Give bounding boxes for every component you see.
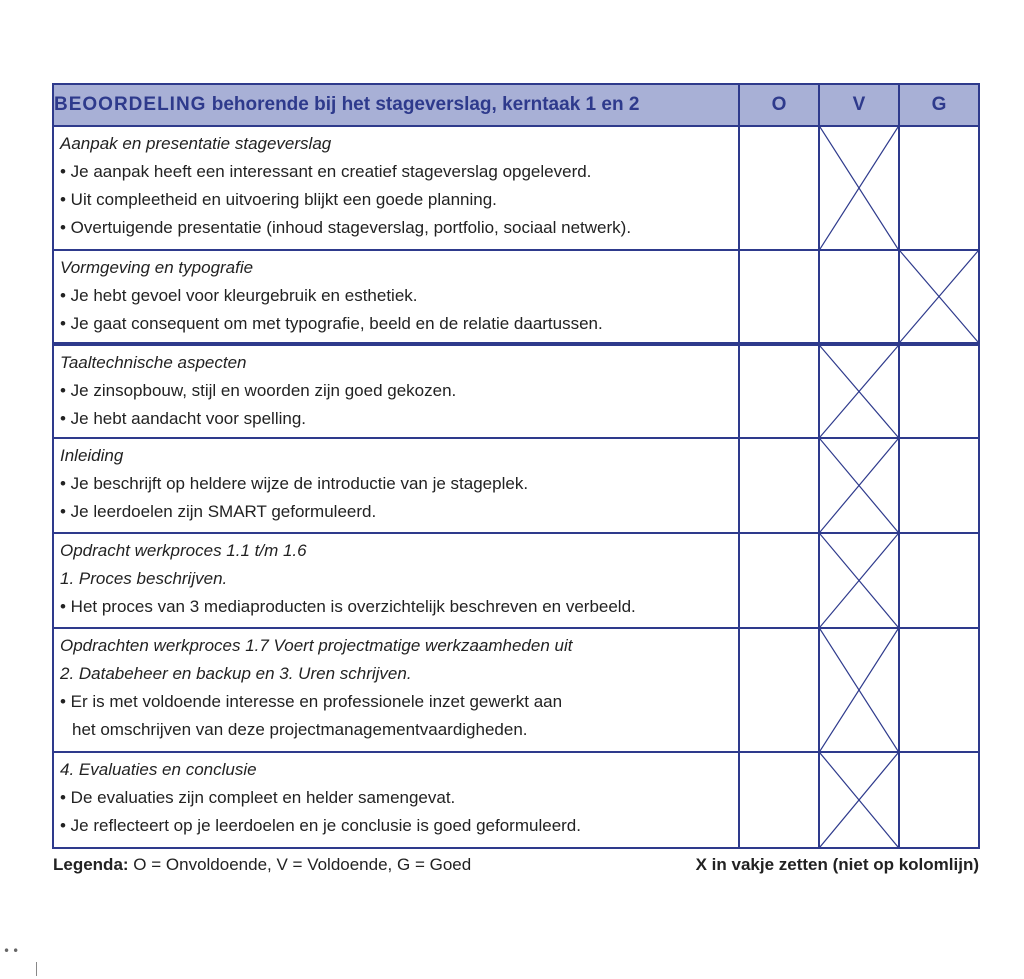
mark-cell-g[interactable] (899, 752, 979, 848)
mark-cell-g[interactable] (899, 438, 979, 533)
legend-label: Legenda: (53, 855, 129, 874)
mark-cell-v[interactable] (819, 250, 899, 344)
criterion-row (53, 752, 979, 848)
mark-cell-g[interactable] (899, 628, 979, 752)
criterion-item: • Het proces van 3 mediaproducten is overzichtelijk beschreven en verbeeld. (60, 597, 636, 616)
legend-values: O = Onvoldoende, V = Voldoende, G = Goed (133, 855, 472, 874)
criterion-item: • Overtuigende presentatie (inhoud stageverslag, portfolio, sociaal netwerk). (60, 218, 632, 237)
mark-cell-v[interactable] (819, 628, 899, 752)
criterion-subtitle: 1. Proces beschrijven. (60, 569, 228, 588)
mark-cell-o[interactable] (739, 126, 819, 250)
mark-cell-v[interactable] (819, 438, 899, 533)
criterion-cell (53, 628, 739, 752)
column-header-o: O (739, 84, 819, 126)
criterion-cell (53, 438, 739, 533)
x-cross-icon (820, 534, 898, 627)
criterion-title: Inleiding (60, 446, 124, 465)
mark-cell-v[interactable] (819, 126, 899, 250)
criterion-item: • De evaluaties zijn compleet en helder samengevat. (60, 788, 456, 807)
mark-cell-o[interactable] (739, 533, 819, 628)
criterion-title: Opdracht werkproces 1.1 t/m 1.6 (60, 541, 307, 560)
criterion-title: Aanpak en presentatie stageverslag (60, 134, 332, 153)
x-cross-icon (820, 629, 898, 751)
criterion-item: • Je aanpak heeft een interessant en creatief stageverslag opgeleverd. (60, 162, 592, 181)
criterion-item: • Er is met voldoende interesse en professionele inzet gewerkt aan (60, 692, 563, 711)
criterion-cell (53, 752, 739, 848)
criterion-row (53, 126, 979, 250)
legend-note: X in vakje zetten (niet op kolomlijn) (695, 855, 979, 874)
page-tick (36, 962, 37, 976)
mark-cell-g[interactable] (899, 344, 979, 438)
criterion-item: • Je reflecteert op je leerdoelen en je conclusie is goed geformuleerd. (60, 816, 581, 835)
mark-cell-v[interactable] (819, 344, 899, 438)
mark-cell-o[interactable] (739, 438, 819, 533)
x-cross-icon (820, 753, 898, 847)
mark-cell-o[interactable] (739, 250, 819, 344)
assessment-table (52, 83, 980, 849)
criterion-cell (53, 344, 739, 438)
page-dots: •• (3, 944, 22, 958)
mark-cell-v[interactable] (819, 533, 899, 628)
table-title (53, 84, 739, 126)
criterion-cell (53, 533, 739, 628)
mark-cell-o[interactable] (739, 344, 819, 438)
criterion-item: • Je zinsopbouw, stijl en woorden zijn goed gekozen. (60, 381, 457, 400)
mark-cell-o[interactable] (739, 752, 819, 848)
mark-cell-o[interactable] (739, 628, 819, 752)
criterion-item: • Uit compleetheid en uitvoering blijkt een goede planning. (60, 190, 497, 209)
criterion-subtitle: 2. Databeheer en backup en 3. Uren schrijven. (60, 664, 412, 683)
mark-cell-g[interactable] (899, 126, 979, 250)
criterion-item: • Je leerdoelen zijn SMART geformuleerd. (60, 502, 377, 521)
criterion-cell (53, 126, 739, 250)
mark-cell-g[interactable] (899, 250, 979, 344)
header-row (53, 84, 979, 126)
mark-cell-v[interactable] (819, 752, 899, 848)
criterion-title: 4. Evaluaties en conclusie (60, 760, 257, 779)
criterion-title: Opdrachten werkproces 1.7 Voert projectmatige werkzaamheden uit (60, 636, 573, 655)
criterion-title: Vormgeving en typografie (60, 258, 254, 277)
criterion-item: • Je hebt aandacht voor spelling. (60, 409, 307, 428)
title-rest: behorende bij het stageverslag, kerntaak 1 en 2 (211, 94, 640, 115)
criterion-item: • Je gaat consequent om met typografie, beeld en de relatie daartussen. (60, 314, 603, 333)
mark-cell-g[interactable] (899, 533, 979, 628)
legend-text (53, 855, 471, 875)
x-cross-icon (820, 346, 898, 437)
criterion-item: • Je beschrijft op heldere wijze de introductie van je stageplek. (60, 474, 529, 493)
criterion-row (53, 438, 979, 533)
x-cross-icon (820, 439, 898, 532)
title-bold: BEOORDELING (54, 94, 207, 115)
x-cross-icon (820, 127, 898, 249)
criterion-title: Taaltechnische aspecten (60, 353, 247, 372)
criterion-row (53, 628, 979, 752)
criterion-row (53, 533, 979, 628)
criterion-item: • Je hebt gevoel voor kleurgebruik en esthetiek. (60, 286, 418, 305)
criterion-row (53, 344, 979, 438)
criterion-cell (53, 250, 739, 344)
x-cross-icon (900, 251, 978, 342)
column-header-v: V (819, 84, 899, 126)
column-header-g: G (899, 84, 979, 126)
criterion-item: het omschrijven van deze projectmanagementvaardigheden. (72, 720, 528, 739)
criterion-row (53, 250, 979, 344)
